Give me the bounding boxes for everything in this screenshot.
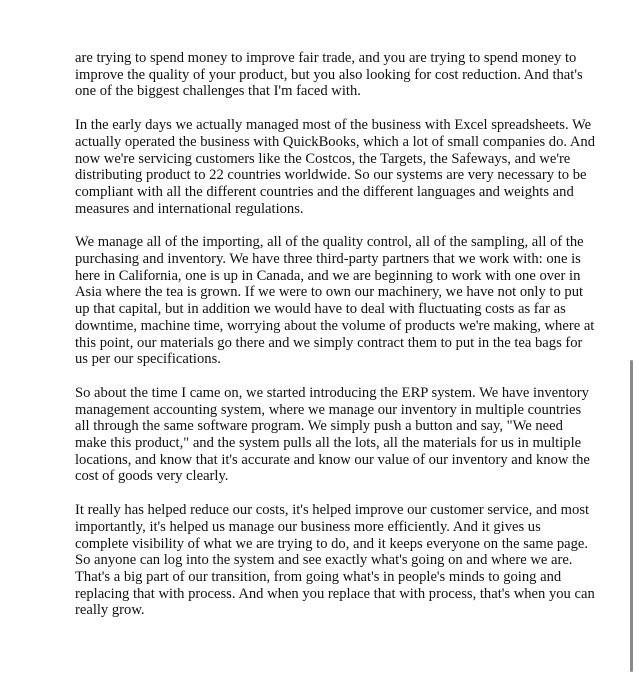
paragraph-5: It really has helped reduce our costs, it's helped improve our customer service, and most importantly, it's helped us manage our business more efficiently. And it gives us complete visibility of what we are trying to do, and it keeps everyone on the same page. So anyone can log into the system and see exactly what's going on and where we are. That's a big part of our transition, from going what's in people's minds to going and replacing that with process. And when you replace that with process, that's when you can really grow. — [75, 502, 595, 619]
paragraph-3: We manage all of the importing, all of the quality control, all of the sampling, all of the purchasing and inventory. We have three third-party partners that we work with: one is here in California, one is up in Canada, and we are beginning to work with one over in Asia where the tea is grown. If we were to own our machinery, we have not only to put up that capital, but in addition we would have to deal with fluctuating costs as far as downtime, machine time, worrying about the volume of products we're making, where at this point, our materials go there and we simply contract them to put in the tea bags for us per our specifications. — [75, 234, 595, 368]
document-body — [75, 50, 595, 636]
paragraph-2: In the early days we actually managed most of the business with Excel spreadsheets. We actually operated the business with QuickBooks, which a lot of small companies do. And now we're servicing customers like the Costcos, the Targets, the Safeways, and we're distributing product to 22 countries worldwide. So our systems are very necessary to be compliant with all the different countries and the different languages and weights and measures and international regulations. — [75, 117, 596, 217]
paragraph-4: So about the time I came on, we started introducing the ERP system. We have inventory management accounting system, where we manage our inventory in multiple countries all through the same software program. We simply push a button and say, "We need make this product," and the system pulls all the lots, all the materials for us in multiple locations, and know that it's accurate and know our value of our inventory and know the cost of goods very clearly. — [75, 384, 590, 485]
vertical-scrollbar[interactable] — [630, 360, 633, 672]
paragraph-1: are trying to spend money to improve fair trade, and you are trying to spend money to improve the quality of your product, but you also looking for cost reduction. And that's one of the biggest challenges that I'm faced with. — [75, 50, 583, 100]
